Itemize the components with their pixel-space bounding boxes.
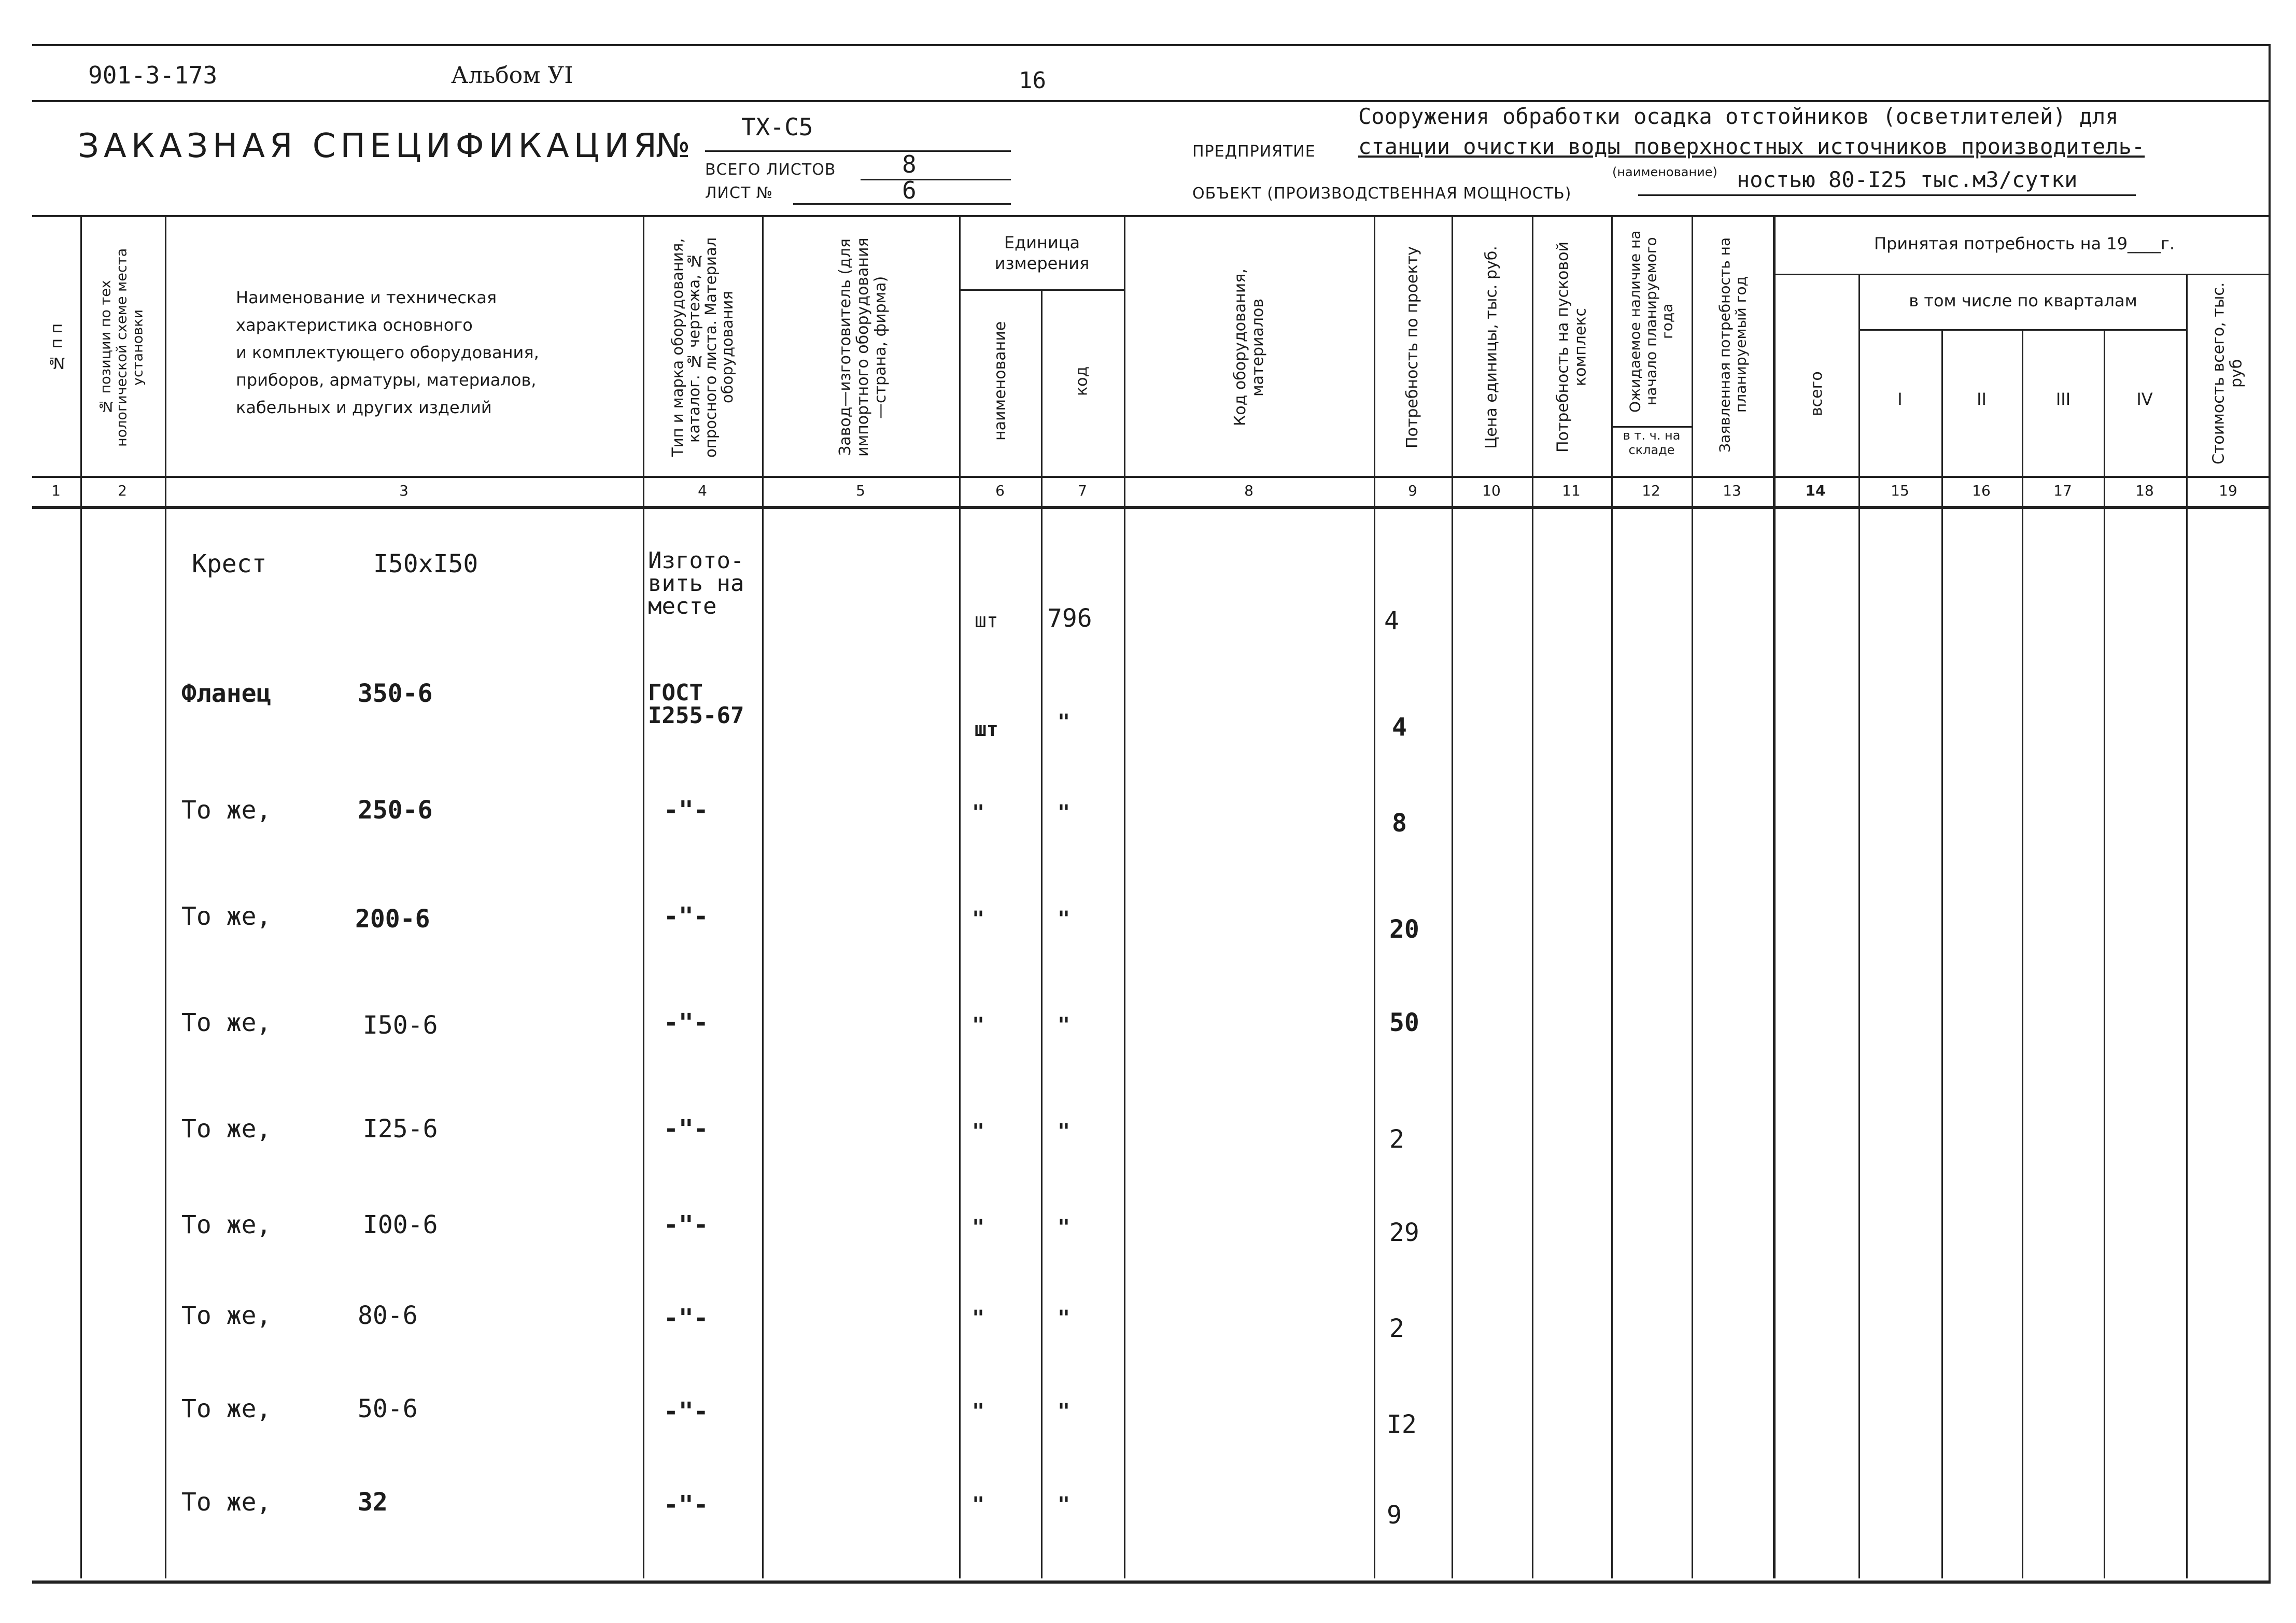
col-13-header: Заявленная потребность на планируемый год	[1716, 237, 1750, 453]
item-size: 32	[358, 1488, 388, 1517]
spec-number-underline	[705, 150, 1011, 152]
item-unit-code: 796	[1047, 604, 1092, 633]
col-19-header: Стоимость всего, тыс. руб	[2209, 282, 2246, 464]
col-num: 5	[856, 482, 865, 499]
album-label: Альбом УI	[451, 62, 573, 89]
col-line-9	[1452, 215, 1453, 1578]
col-3-header-line-1: Наименование и техническая	[236, 288, 497, 307]
col-num: 6	[995, 482, 1005, 499]
col-3-header-line-4: приборов, арматуры, материалов,	[236, 370, 537, 390]
item-unit-code: "	[1058, 1216, 1070, 1239]
item-qty: 20	[1389, 915, 1419, 944]
col-12-sub-header: в т. ч. на складе	[1623, 428, 1681, 457]
col-12-header: Ожидаемое наличие на начало планируемого года	[1626, 230, 1676, 413]
item-size: I25-6	[363, 1114, 438, 1144]
item-name: Фланец	[181, 679, 272, 708]
col-num: 11	[1562, 482, 1581, 499]
item-unit-code: "	[1058, 1120, 1070, 1144]
accepted-group-header: Принятая потребность на 19____г.	[1874, 234, 2175, 253]
col-line-6	[1041, 289, 1043, 1578]
item-unit-code: "	[1058, 1306, 1070, 1330]
item-unit-code: "	[1058, 710, 1070, 734]
page-number: 16	[1019, 67, 1046, 94]
col-line-16	[2022, 329, 2023, 1578]
item-unit-code: "	[1058, 1013, 1070, 1037]
col-num: 2	[118, 482, 127, 499]
item-size: I50xI50	[373, 549, 478, 578]
item-unit: "	[972, 1400, 985, 1423]
col-9-header: Потребность по проекту	[1403, 246, 1421, 448]
item-unit-code: "	[1058, 1400, 1070, 1423]
item-unit-code: "	[1058, 907, 1070, 931]
object-value: ностью 80-I25 тыс.м3/сутки	[1737, 167, 2078, 192]
item-qty: 29	[1389, 1218, 1419, 1247]
item-unit: "	[972, 1120, 985, 1144]
col-num: 13	[1723, 482, 1741, 499]
item-name: То же,	[181, 1488, 272, 1517]
col-line-12	[1692, 215, 1693, 1578]
col-num: 10	[1482, 482, 1501, 499]
top-bar-divider	[32, 100, 2271, 102]
item-size: I50-6	[363, 1011, 438, 1040]
item-type-line: Изгото-	[648, 547, 744, 574]
quarters-group-header: в том числе по кварталам	[1909, 291, 2137, 311]
accepted-group-divider	[1773, 274, 2271, 275]
c12-sub-divider	[1611, 426, 1692, 428]
col-7-header: код	[1073, 366, 1091, 396]
item-type: -"-	[664, 902, 709, 931]
document-title: ЗАКАЗНАЯ СПЕЦИФИКАЦИЯ	[78, 127, 661, 165]
spec-number: ТХ-С5	[741, 113, 813, 141]
item-name: То же,	[181, 1394, 272, 1423]
total-sheets-value: 8	[902, 150, 917, 178]
item-name: То же,	[181, 1301, 272, 1330]
col-num: 15	[1891, 482, 1909, 499]
item-unit: шт	[975, 609, 998, 632]
col-3-header-line-5: кабельных и других изделий	[236, 398, 492, 417]
item-type-line: месте	[648, 593, 717, 619]
col-num: 14	[1805, 482, 1826, 499]
col-num: 19	[2219, 482, 2237, 499]
item-type: -"-	[664, 1397, 709, 1426]
col-3-header-line-2: характеристика основного	[236, 315, 473, 335]
col-3-header-line-3: и комплектующего оборудования,	[236, 343, 539, 362]
col-line-13	[1773, 215, 1776, 1578]
item-unit: "	[972, 1493, 985, 1517]
col-6-header: наименование	[991, 321, 1009, 441]
unit-group-header: Единица измерения	[994, 233, 1090, 273]
item-qty: 50	[1389, 1008, 1419, 1037]
item-unit-code: "	[1058, 1493, 1070, 1517]
item-type	[648, 682, 744, 727]
column-numbers-bottom	[32, 506, 2271, 509]
item-type-line: I255-67	[648, 702, 744, 729]
item-unit-code: "	[1058, 801, 1070, 825]
item-type: -"-	[664, 796, 709, 825]
item-name: То же,	[181, 1114, 272, 1144]
enterprise-label: ПРЕДПРИЯТИЕ	[1192, 143, 1316, 161]
col-4-header: Тип и марка оборудования, каталог. № чертежа, № опросного листа. Материал оборудования	[669, 237, 736, 458]
naming-note: (наименование)	[1612, 165, 1717, 179]
col-line-5	[959, 215, 961, 1578]
col-8-header: Код оборудования, материалов	[1231, 269, 1267, 426]
total-sheets-underline	[861, 179, 1011, 180]
col-num: 1	[51, 482, 61, 499]
item-size: I00-6	[363, 1210, 438, 1239]
item-qty: 8	[1392, 809, 1407, 838]
col-line-2	[165, 215, 166, 1578]
item-unit: "	[972, 1216, 985, 1239]
col-line-8	[1374, 215, 1375, 1578]
col-num: 7	[1078, 482, 1087, 499]
item-qty: 4	[1384, 606, 1399, 636]
enterprise-line-1: Сооружения обработки осадка отстойников (осветлителей) для	[1358, 104, 2119, 129]
item-type: -"-	[664, 1490, 709, 1519]
col-14-header: всего	[1808, 371, 1826, 417]
col-num: 16	[1972, 482, 1991, 499]
col-1-header: № п п	[48, 323, 66, 372]
item-type-line: ГОСТ	[648, 680, 703, 706]
enterprise-line-2: станции очистки воды поверхностных источников производитель-	[1358, 134, 2145, 159]
item-size: 350-6	[358, 679, 433, 708]
col-num: 8	[1244, 482, 1253, 499]
item-qty: 4	[1392, 713, 1407, 742]
col-line-1	[80, 215, 82, 1578]
col-num: 4	[698, 482, 707, 499]
number-label: №	[656, 127, 691, 165]
col-line-17	[2104, 329, 2105, 1578]
item-type-line: вить на	[648, 570, 744, 597]
item-name: То же,	[181, 1008, 272, 1037]
item-name: Крест	[192, 549, 267, 578]
col-11-header: Потребность на пусковой комплекс	[1554, 242, 1590, 453]
item-type: -"-	[664, 1304, 709, 1333]
item-type: -"-	[664, 1210, 709, 1239]
col-16-header: II	[1977, 389, 1987, 409]
col-num: 3	[399, 482, 409, 499]
col-5-header: Завод—изготовитель (для импортного оборудования —страна, фирма)	[836, 237, 890, 457]
item-unit: "	[972, 1013, 985, 1037]
item-unit: "	[972, 907, 985, 931]
object-underline	[1638, 194, 2136, 196]
item-name: То же,	[181, 1210, 272, 1239]
item-size: 250-6	[358, 796, 433, 825]
sheet-value: 6	[902, 176, 917, 204]
col-num: 9	[1408, 482, 1417, 499]
item-qty: I2	[1387, 1410, 1417, 1439]
col-15-header: I	[1897, 389, 1903, 409]
col-line-15	[1941, 329, 1943, 1578]
col-line-4	[762, 215, 764, 1578]
col-line-10	[1532, 215, 1533, 1578]
sheet-label: ЛИСТ №	[705, 184, 773, 202]
item-unit: "	[972, 801, 985, 825]
item-size: 80-6	[358, 1301, 418, 1330]
item-unit: "	[972, 1306, 985, 1330]
col-num: 17	[2053, 482, 2072, 499]
item-name: То же,	[181, 796, 272, 825]
col-line-7	[1124, 215, 1125, 1578]
col-line-3	[643, 215, 644, 1578]
sheet-underline	[793, 203, 1011, 205]
header-divider	[32, 215, 2271, 217]
col-line-11	[1611, 215, 1613, 1578]
item-qty: 2	[1389, 1125, 1404, 1154]
total-sheets-label: ВСЕГО ЛИСТОВ	[705, 161, 836, 179]
item-type: -"-	[664, 1114, 709, 1144]
col-num: 18	[2135, 482, 2154, 499]
object-label: ОБЪЕКТ (ПРОИЗВОДСТВЕННАЯ МОЩНОСТЬ)	[1192, 185, 1572, 203]
item-type	[648, 549, 744, 618]
item-qty: 9	[1387, 1501, 1402, 1530]
item-size: 200-6	[355, 905, 430, 934]
item-type: -"-	[664, 1008, 709, 1037]
column-numbers-top	[32, 476, 2271, 478]
item-size: 50-6	[358, 1394, 418, 1423]
col-10-header: Цена единицы, тыс. руб.	[1482, 246, 1501, 449]
col-2-header: № позиции по тех нологической схеме места установки	[97, 248, 146, 447]
item-name: То же,	[181, 902, 272, 931]
col-17-header: III	[2055, 389, 2071, 409]
item-unit: шт	[975, 718, 998, 741]
col-18-header: IV	[2136, 389, 2153, 409]
col-line-18	[2186, 274, 2188, 1578]
doc-code: 901-3-173	[88, 61, 218, 89]
col-num: 12	[1642, 482, 1660, 499]
col-3-header	[236, 284, 539, 421]
col-line-14	[1858, 274, 1860, 1578]
item-qty: 2	[1389, 1314, 1404, 1343]
